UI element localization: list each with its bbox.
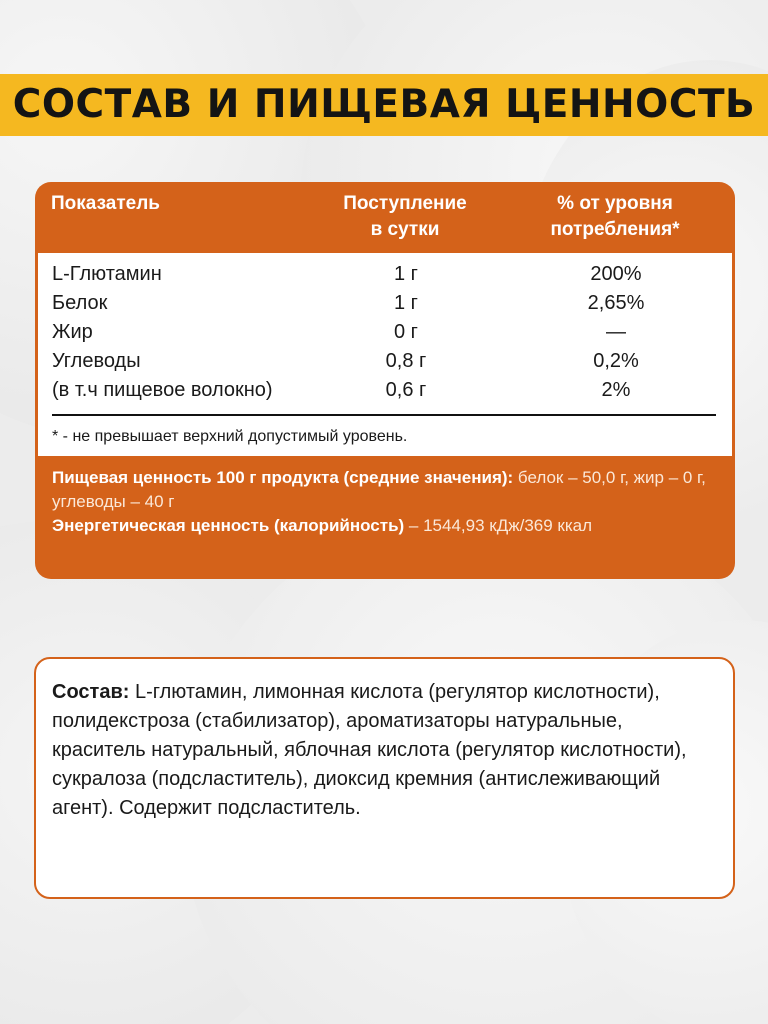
row-percent: 2,65% (587, 292, 645, 314)
row-name: Углеводы (52, 350, 141, 372)
header-percent (515, 191, 715, 243)
row-name: L-Глютамин (52, 263, 162, 285)
row-amount: 0,8 г (385, 350, 427, 372)
composition-label: Состав: (52, 681, 130, 703)
table-header (35, 182, 735, 253)
nutrition-label: Пищевая ценность 100 г продукта (средние значения): (52, 468, 514, 487)
header-indicator: Показатель (51, 193, 160, 214)
row-amount: 0,6 г (385, 379, 427, 401)
row-amount: 1 г (394, 263, 418, 285)
table-rows (52, 260, 722, 405)
row-percent: 2% (601, 379, 631, 401)
nutrition-value: белок – 50,0 г, жир – 0 г, углеводы – 40 г (52, 468, 706, 511)
row-percent: — (606, 321, 626, 343)
row-amount: 1 г (394, 292, 418, 314)
page-title: СОСТАВ И ПИЩЕВАЯ ЦЕННОСТЬ (12, 82, 756, 127)
row-name: (в т.ч пищевое волокно) (52, 379, 273, 401)
energy-label: Энергетическая ценность (калорийность) (52, 516, 405, 535)
table-row (52, 318, 722, 347)
header-percent-line1: % от уровня (557, 193, 673, 214)
table-row (52, 260, 722, 289)
table-row (52, 289, 722, 318)
header-percent-line2: потребления* (550, 219, 680, 240)
table-divider (52, 414, 716, 416)
composition-value: L-глютамин, лимонная кислота (регулятор кислотности), полидекстроза (стабилизатор), ароматизаторы натуральные, краситель натуральный, яблочная кислота (регулятор кислотности), сукралоза (подсластитель), диоксид кремния (антислеживающий агент). Содержит подсластитель. (52, 681, 687, 819)
row-name: Белок (52, 292, 108, 314)
nutrition-summary (52, 466, 716, 538)
header-daily-intake-line1: Поступление (343, 193, 467, 214)
header-daily-intake (305, 191, 505, 243)
composition-text (52, 678, 712, 823)
header-daily-intake-line2: в сутки (370, 219, 440, 240)
table-row (52, 347, 722, 376)
row-name: Жир (52, 321, 93, 343)
table-row (52, 376, 722, 405)
row-amount: 0 г (394, 321, 418, 343)
row-percent: 0,2% (593, 350, 639, 372)
energy-value: – 1544,93 кДж/369 ккал (404, 516, 593, 535)
row-percent: 200% (590, 263, 642, 285)
footnote: * - не превышает верхний допустимый уровень. (52, 428, 408, 445)
